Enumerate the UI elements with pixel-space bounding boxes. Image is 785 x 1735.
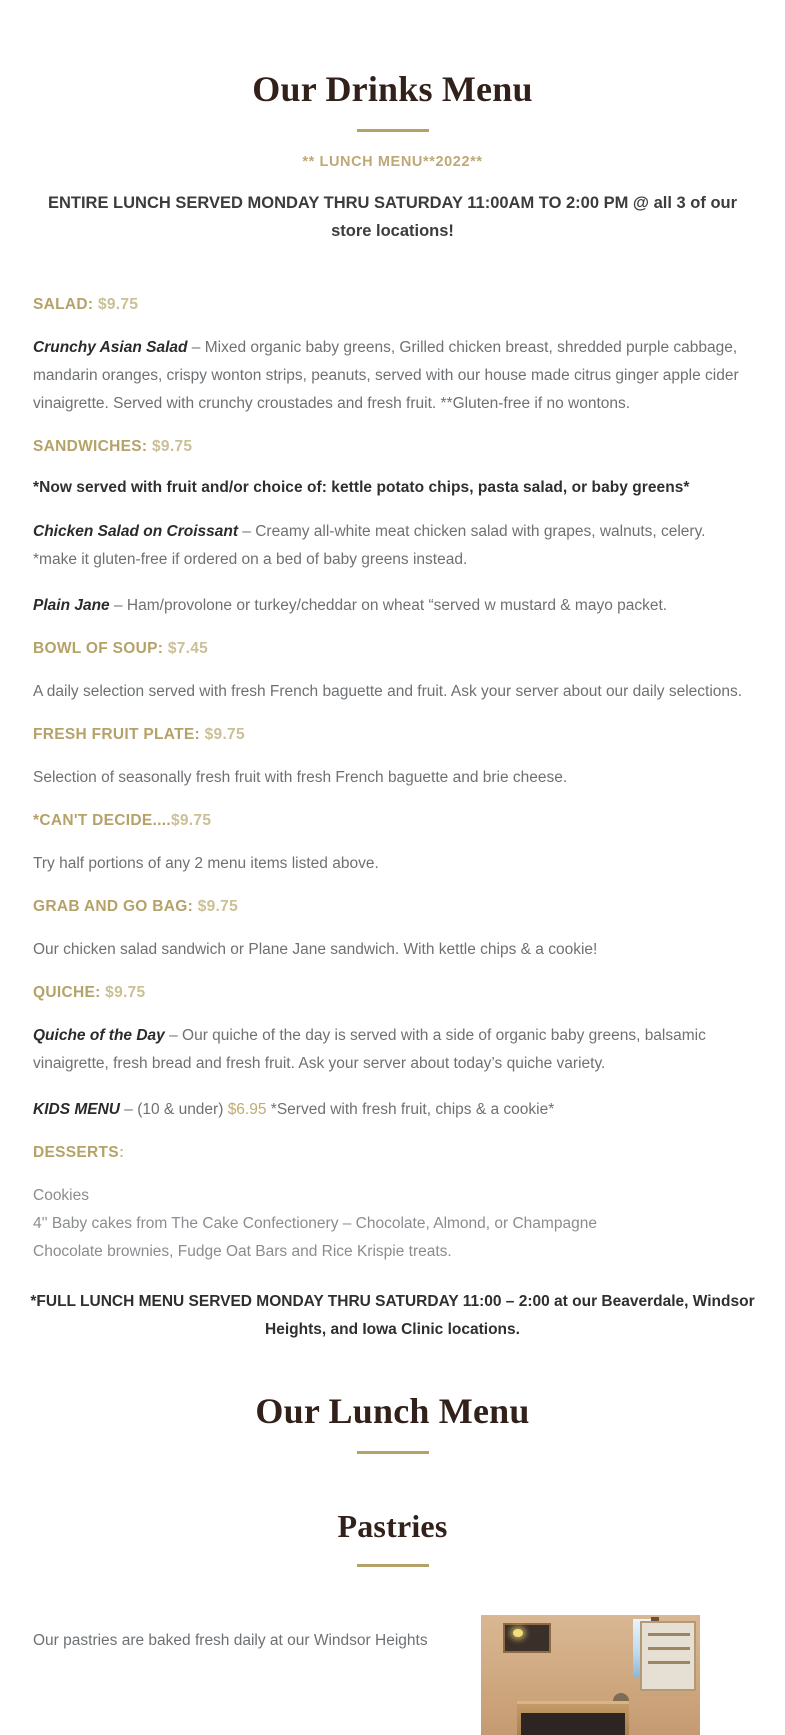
photo-shelf <box>640 1621 696 1691</box>
soup-description: A daily selection served with fresh French baguette and fruit. Ask your server about our daily selections. <box>33 683 743 700</box>
menu-sections <box>33 245 752 1266</box>
item-name: Quiche of the Day <box>33 1027 165 1044</box>
section-separator-soup: : <box>157 640 168 657</box>
kids-menu-tail: *Served with fresh fruit, chips & a cookie* <box>266 1101 555 1118</box>
menu-item-quiche-of-the-day <box>33 1022 752 1078</box>
fruit-plate-description: Selection of seasonally fresh fruit with fresh French baguette and brie cheese. <box>33 769 568 786</box>
section-label-quiche: QUICHE <box>33 984 96 1001</box>
item-name: Crunchy Asian Salad <box>33 339 188 356</box>
pastries-header-block <box>0 1507 785 1567</box>
section-price-soup: $7.45 <box>167 640 209 657</box>
pastries-description: Our pastries are baked fresh daily at our Windsor Heights <box>33 1632 428 1649</box>
section-heading-bowl-of-soup <box>33 638 752 660</box>
section-separator-sandwiches: : <box>141 438 152 455</box>
photo-chalkboard <box>503 1623 551 1653</box>
item-description: – Creamy all-white meat chicken salad with grapes, walnuts, celery. *make it gluten-free if ordered on a bed of baby greens instead. <box>33 523 706 568</box>
section-label-soup: BOWL OF SOUP <box>33 640 158 657</box>
kids-menu-price: $6.95 <box>227 1101 267 1118</box>
cant-decide-description: Try half portions of any 2 menu items listed above. <box>33 855 379 872</box>
menu-item-kids-menu <box>33 1096 752 1124</box>
section-label-salad: SALAD <box>33 296 88 313</box>
section-label-grab-and-go: GRAB AND GO BAG <box>33 898 188 915</box>
dessert-line-3: Chocolate brownies, Fudge Oat Bars and Rice Krispie treats. <box>33 1243 452 1260</box>
item-description: – Mixed organic baby greens, Grilled chicken breast, shredded purple cabbage, mandarin oranges, crispy wonton strips, peanuts, served with our house made citrus ginger apple cider vinaigrette. Served with crunchy croustades and fresh fruit. **Gluten-free if no wontons. <box>33 339 739 412</box>
sandwiches-side-note: *Now served with fruit and/or choice of: kettle potato chips, pasta salad, or baby greens* <box>33 479 690 496</box>
section-price-sandwiches: $9.75 <box>152 438 193 455</box>
section-price-grab-and-go: $9.75 <box>197 898 238 915</box>
photo-lamp <box>513 1629 523 1637</box>
section-label-cant-decide: *CAN'T DECIDE.... <box>33 812 171 829</box>
menu-page <box>0 68 785 1735</box>
section-heading-fresh-fruit-plate <box>33 724 752 746</box>
section-heading-quiche <box>33 982 752 1004</box>
item-name: Plain Jane <box>33 597 110 614</box>
section-heading-sandwiches <box>33 436 752 458</box>
page-title-lunch-menu: Our Lunch Menu <box>255 1391 530 1431</box>
pastries-content-row <box>33 1615 752 1735</box>
section-heading-desserts <box>33 1142 752 1164</box>
section-label-desserts: DESSERTS <box>33 1144 119 1161</box>
dessert-list <box>33 1182 752 1266</box>
item-name: KIDS MENU <box>33 1101 120 1118</box>
section-price-fruit-plate: $9.75 <box>204 726 245 743</box>
section-separator-fruit-plate: : <box>194 726 205 743</box>
menu-item-chicken-salad-on-croissant <box>33 518 752 574</box>
section-separator-salad: : <box>87 296 98 313</box>
section-heading-salad <box>33 294 752 316</box>
item-name: Chicken Salad on Croissant <box>33 523 238 540</box>
section-heading-cant-decide <box>33 810 752 832</box>
section-price-cant-decide: $9.75 <box>170 812 212 829</box>
section-label-sandwiches: SANDWICHES <box>33 438 142 455</box>
lunch-menu-header-block <box>0 1390 785 1454</box>
section-separator-desserts: : <box>118 1144 125 1161</box>
grab-and-go-description: Our chicken salad sandwich or Plane Jane sandwich. With kettle chips & a cookie! <box>33 941 598 958</box>
full-lunch-menu-footer-note: *FULL LUNCH MENU SERVED MONDAY THRU SATURDAY 11:00 – 2:00 at our Beaverdale, Windsor Heights, and Iowa Clinic locations. <box>30 1293 755 1338</box>
menu-item-crunchy-asian-salad <box>33 334 752 418</box>
item-description: – Ham/provolone or turkey/cheddar on wheat “served w mustard & mayo packet. <box>109 597 668 614</box>
section-price-quiche: $9.75 <box>105 984 146 1001</box>
photo-counter-front <box>521 1713 625 1735</box>
lunch-menu-subtitle: ** LUNCH MENU**2022** <box>302 154 483 170</box>
section-separator-grab-and-go: : <box>187 898 198 915</box>
title-divider-lunch <box>357 1451 429 1454</box>
title-divider-drinks <box>357 129 429 132</box>
dessert-line-2: 4'' Baby cakes from The Cake Confectionery – Chocolate, Almond, or Champagne <box>33 1215 597 1232</box>
kids-menu-age: – (10 & under) <box>119 1101 228 1118</box>
title-divider-pastries <box>357 1564 429 1567</box>
menu-item-plain-jane <box>33 592 752 620</box>
cafe-interior-photo <box>481 1615 700 1735</box>
item-description: – Our quiche of the day is served with a side of organic baby greens, balsamic vinaigrette, fresh bread and fresh fruit. Ask your server about today’s quiche variety. <box>33 1027 706 1072</box>
dessert-line-1: Cookies <box>33 1187 89 1204</box>
section-separator-quiche: : <box>95 984 106 1001</box>
section-label-fruit-plate: FRESH FRUIT PLATE <box>33 726 195 743</box>
section-price-salad: $9.75 <box>97 296 139 313</box>
section-heading-grab-and-go-bag <box>33 896 752 918</box>
section-title-pastries: Pastries <box>337 1508 448 1544</box>
page-title-drinks-menu: Our Drinks Menu <box>252 69 533 109</box>
lunch-hours-intro: ENTIRE LUNCH SERVED MONDAY THRU SATURDAY 11:00AM TO 2:00 PM @ all 3 of our store locations! <box>47 194 738 240</box>
